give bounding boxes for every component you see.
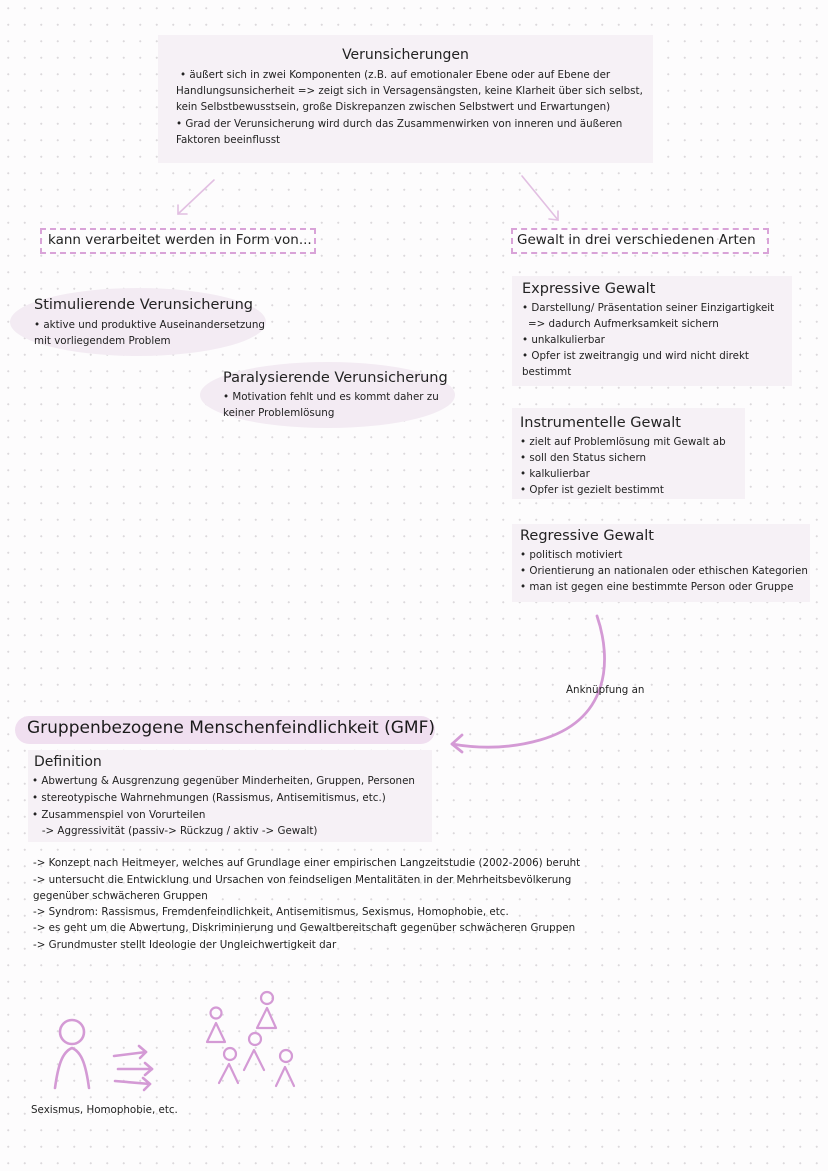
gmf-title: Gruppenbezogene Menschenfeindlichkeit (GMF) bbox=[27, 718, 435, 738]
notes-line: -> Syndrom: Rassismus, Fremdenfeindlichkeit, Antisemitismus, Sexismus, Homophobie, etc. bbox=[33, 906, 509, 918]
notes-line: -> es geht um die Abwertung, Diskriminierung und Gewaltbereitschaft gegenüber schwächeren Gruppen bbox=[33, 922, 576, 934]
definition-title: Definition bbox=[34, 754, 102, 770]
notes-line: gegenüber schwächeren Gruppen bbox=[33, 890, 208, 902]
regressive-line: • Orientierung an nationalen oder ethischen Kategorien bbox=[520, 565, 808, 577]
instrumental-line: • Opfer ist gezielt bestimmt bbox=[520, 484, 664, 496]
definition-line: • stereotypische Wahrnehmungen (Rassismus, Antisemitismus, etc.) bbox=[32, 792, 386, 804]
top-title: Verunsicherungen bbox=[342, 47, 469, 63]
instrumental-line: • kalkulierbar bbox=[520, 468, 590, 480]
regressive-title: Regressive Gewalt bbox=[520, 528, 654, 544]
stim-line: mit vorliegendem Problem bbox=[34, 335, 171, 347]
instrumental-title: Instrumentelle Gewalt bbox=[520, 415, 681, 431]
expressive-line: • Darstellung/ Präsentation seiner Einzigartigkeit bbox=[522, 302, 775, 314]
instrumental-line: • zielt auf Problemlösung mit Gewalt ab bbox=[520, 436, 726, 448]
arrow-right-icon bbox=[114, 1046, 152, 1090]
para-line: keiner Problemlösung bbox=[223, 407, 335, 419]
caption: Sexismus, Homophobie, etc. bbox=[31, 1104, 178, 1116]
stim-title: Stimulierende Verunsicherung bbox=[34, 297, 253, 313]
top-line: Faktoren beeinflusst bbox=[176, 134, 281, 146]
left-branch-text: kann verarbeitet werden in Form von... bbox=[48, 232, 312, 248]
connector-label: Anknüpfung an bbox=[566, 684, 645, 696]
top-line: Handlungsunsicherheit => zeigt sich in Versagensängsten, keine Klarheit über sich selbst, bbox=[176, 85, 643, 97]
para-title: Paralysierende Verunsicherung bbox=[223, 370, 448, 386]
definition-box bbox=[28, 750, 432, 842]
group-people-icon bbox=[207, 992, 294, 1086]
regressive-line: • politisch motiviert bbox=[520, 549, 623, 561]
top-line: • Grad der Verunsicherung wird durch das Zusammenwirken von inneren und äußeren bbox=[176, 118, 623, 130]
single-person-icon bbox=[55, 1020, 89, 1088]
top-line: kein Selbstbewusstsein, große Diskrepanzen zwischen Selbstwert und Erwartungen) bbox=[176, 101, 611, 113]
expressive-line: bestimmt bbox=[522, 366, 572, 378]
para-line: • Motivation fehlt und es kommt daher zu bbox=[223, 391, 439, 403]
stim-line: • aktive und produktive Auseinandersetzung bbox=[34, 319, 265, 331]
expressive-line: • unkalkulierbar bbox=[522, 334, 605, 346]
definition-line: • Abwertung & Ausgrenzung gegenüber Minderheiten, Gruppen, Personen bbox=[32, 775, 415, 787]
top-line: • äußert sich in zwei Komponenten (z.B. auf emotionaler Ebene oder auf Ebene der bbox=[180, 69, 611, 81]
notes-line: -> untersucht die Entwicklung und Ursachen von feindseligen Mentalitäten in der Mehrheitsbevölkerung bbox=[33, 874, 572, 886]
expressive-title: Expressive Gewalt bbox=[522, 281, 656, 297]
instrumental-line: • soll den Status sichern bbox=[520, 452, 647, 464]
notes-line: -> Grundmuster stellt Ideologie der Ungleichwertigkeit dar bbox=[33, 939, 337, 951]
notes-line: -> Konzept nach Heitmeyer, welches auf Grundlage einer empirischen Langzeitstudie (2002-2006) beruht bbox=[33, 857, 581, 869]
expressive-line: • Opfer ist zweitrangig und wird nicht direkt bbox=[522, 350, 749, 362]
definition-line: • Zusammenspiel von Vorurteilen bbox=[32, 809, 206, 821]
right-branch-text: Gewalt in drei verschiedenen Arten bbox=[517, 232, 756, 248]
expressive-line: => dadurch Aufmerksamkeit sichern bbox=[528, 318, 719, 330]
regressive-line: • man ist gegen eine bestimmte Person oder Gruppe bbox=[520, 581, 794, 593]
people-illustration bbox=[0, 980, 330, 1100]
definition-line: -> Aggressivität (passiv-> Rückzug / aktiv -> Gewalt) bbox=[32, 825, 318, 837]
